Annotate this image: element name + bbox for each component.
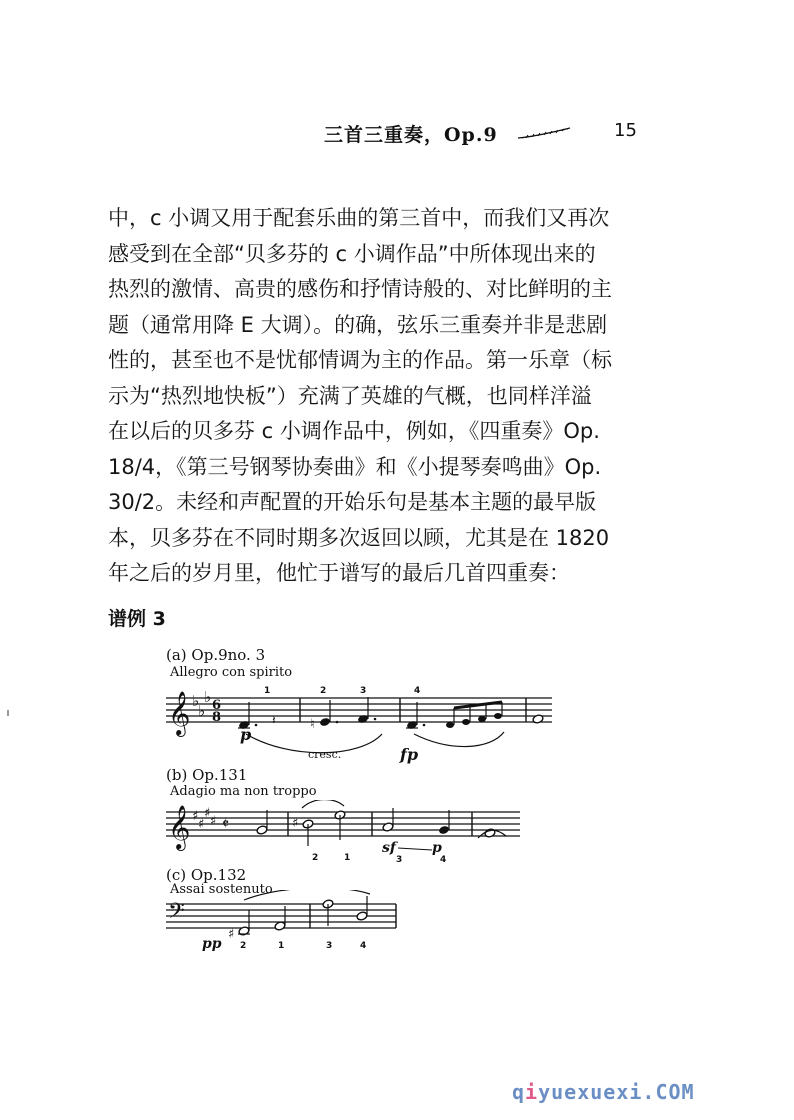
sharp-icon: ♯ <box>228 927 235 942</box>
fingering: 4 <box>414 686 421 696</box>
body-line: 18/4，《第三号钢琴协奏曲》和《小提琴奏鸣曲》Op. <box>108 454 602 479</box>
time-sig-bottom: 8 <box>212 710 222 725</box>
common-time-icon: 𝄵 <box>222 814 230 833</box>
sharp-icon: ♯ <box>198 817 205 832</box>
sharp-icon: ♯ <box>192 809 199 824</box>
note <box>438 825 450 835</box>
watermark-accent: i <box>525 1080 539 1104</box>
example-label: 谱例 3 <box>108 608 166 630</box>
flat-icon: ♭ <box>204 688 212 706</box>
excerpt-c-staff <box>160 890 410 956</box>
fingering: 2 <box>240 941 247 951</box>
note <box>494 713 502 719</box>
slur <box>302 800 344 808</box>
body-line: 示为“热烈地快板”）充满了英雄的气概，也同样洋溢 <box>108 383 592 408</box>
ornament-flourish <box>516 126 572 140</box>
fingering: 4 <box>360 941 367 951</box>
dynamic-sf: sf <box>382 840 396 856</box>
dynamic-p: p <box>432 840 442 856</box>
fingering: 1 <box>264 686 271 696</box>
excerpt-b-tempo: Adagio ma non troppo <box>170 784 317 799</box>
site-watermark <box>512 1080 695 1104</box>
fingering: 3 <box>396 855 403 865</box>
dot <box>255 724 258 727</box>
running-header <box>324 118 644 148</box>
body-line: 30/2。未经和声配置的开始乐句是基本主题的最早版 <box>108 490 597 514</box>
bass-clef-icon: 𝄢 <box>168 899 185 929</box>
body-line: 中，c 小调又用于配套乐曲的第三首中，而我们又再次 <box>108 206 610 230</box>
page-number: 15 <box>614 120 637 141</box>
body-line: 年之后的岁月里，他忙于谱写的最后几首四重奏： <box>108 561 570 585</box>
running-title: 三首三重奏，Op.9 <box>324 123 498 146</box>
dynamic-fp: fp <box>400 745 419 764</box>
slur <box>414 732 504 747</box>
note <box>478 716 486 722</box>
treble-clef-icon: 𝄞 <box>168 805 191 849</box>
watermark-prefix: q <box>512 1080 526 1104</box>
body-paragraph <box>108 201 668 592</box>
dynamic-p: p <box>240 725 252 744</box>
excerpt-a-caption: (a) Op.9no. 3 <box>166 646 266 664</box>
fingering: 2 <box>320 686 327 696</box>
excerpt-b-caption: (b) Op.131 <box>166 766 248 784</box>
excerpt-b-staff <box>160 800 530 870</box>
excerpt-c-caption: (c) Op.132 <box>166 866 247 884</box>
dot <box>423 724 426 727</box>
time-sig-top: 6 <box>212 698 222 713</box>
watermark-suffix: yuexuexi.COM <box>538 1080 695 1104</box>
sharp-icon: ♯ <box>204 806 211 821</box>
sharp-icon: ♯ <box>292 816 299 831</box>
flat-icon: ♭ <box>198 702 206 720</box>
note <box>256 825 268 835</box>
fingering: 2 <box>312 853 319 863</box>
flat-icon: ♭ <box>192 692 200 710</box>
body-line: 感受到在全部“贝多芬的 c 小调作品”中所体现出来的 <box>108 241 596 266</box>
fingering: 1 <box>344 853 351 863</box>
sharp-icon: ♯ <box>210 814 217 829</box>
note <box>462 719 470 725</box>
fingering: 1 <box>278 941 285 951</box>
cresc-marking: cresc. <box>308 748 342 761</box>
fingering: 3 <box>326 941 333 951</box>
treble-clef-icon: 𝄞 <box>168 691 191 735</box>
dynamic-pp: pp <box>202 936 222 952</box>
natural-icon: ♮ <box>310 717 315 732</box>
dot <box>374 718 377 721</box>
excerpt-c-tempo: Assai sostenuto <box>170 882 273 897</box>
excerpt-a-staff <box>160 680 560 764</box>
note <box>446 722 454 728</box>
beam <box>454 702 502 708</box>
slur <box>244 890 370 900</box>
rest-icon: 𝄽 <box>272 713 276 727</box>
body-line: 性的，甚至也不是忧郁情调为主的作品。第一乐章（标 <box>108 348 612 372</box>
body-line: 本，贝多芬在不同时期多次返回以顾，尤其是在 1820 <box>108 525 610 550</box>
note <box>356 911 368 921</box>
decresc-line <box>398 848 432 850</box>
body-line: 题（通常用降 E 大调）。的确，弦乐三重奏并非是悲剧 <box>108 312 608 337</box>
excerpt-a-tempo: Allegro con spirito <box>170 665 293 680</box>
dot <box>336 721 339 724</box>
fingering: 3 <box>360 686 367 696</box>
body-line: 在以后的贝多芬 c 小调作品中，例如，《四重奏》Op. <box>108 419 600 443</box>
fingering: 4 <box>440 855 447 865</box>
margin-mark <box>7 710 9 716</box>
note <box>319 717 331 727</box>
body-line: 热烈的激情、高贵的感伤和抒情诗般的、对比鲜明的主 <box>108 277 612 301</box>
